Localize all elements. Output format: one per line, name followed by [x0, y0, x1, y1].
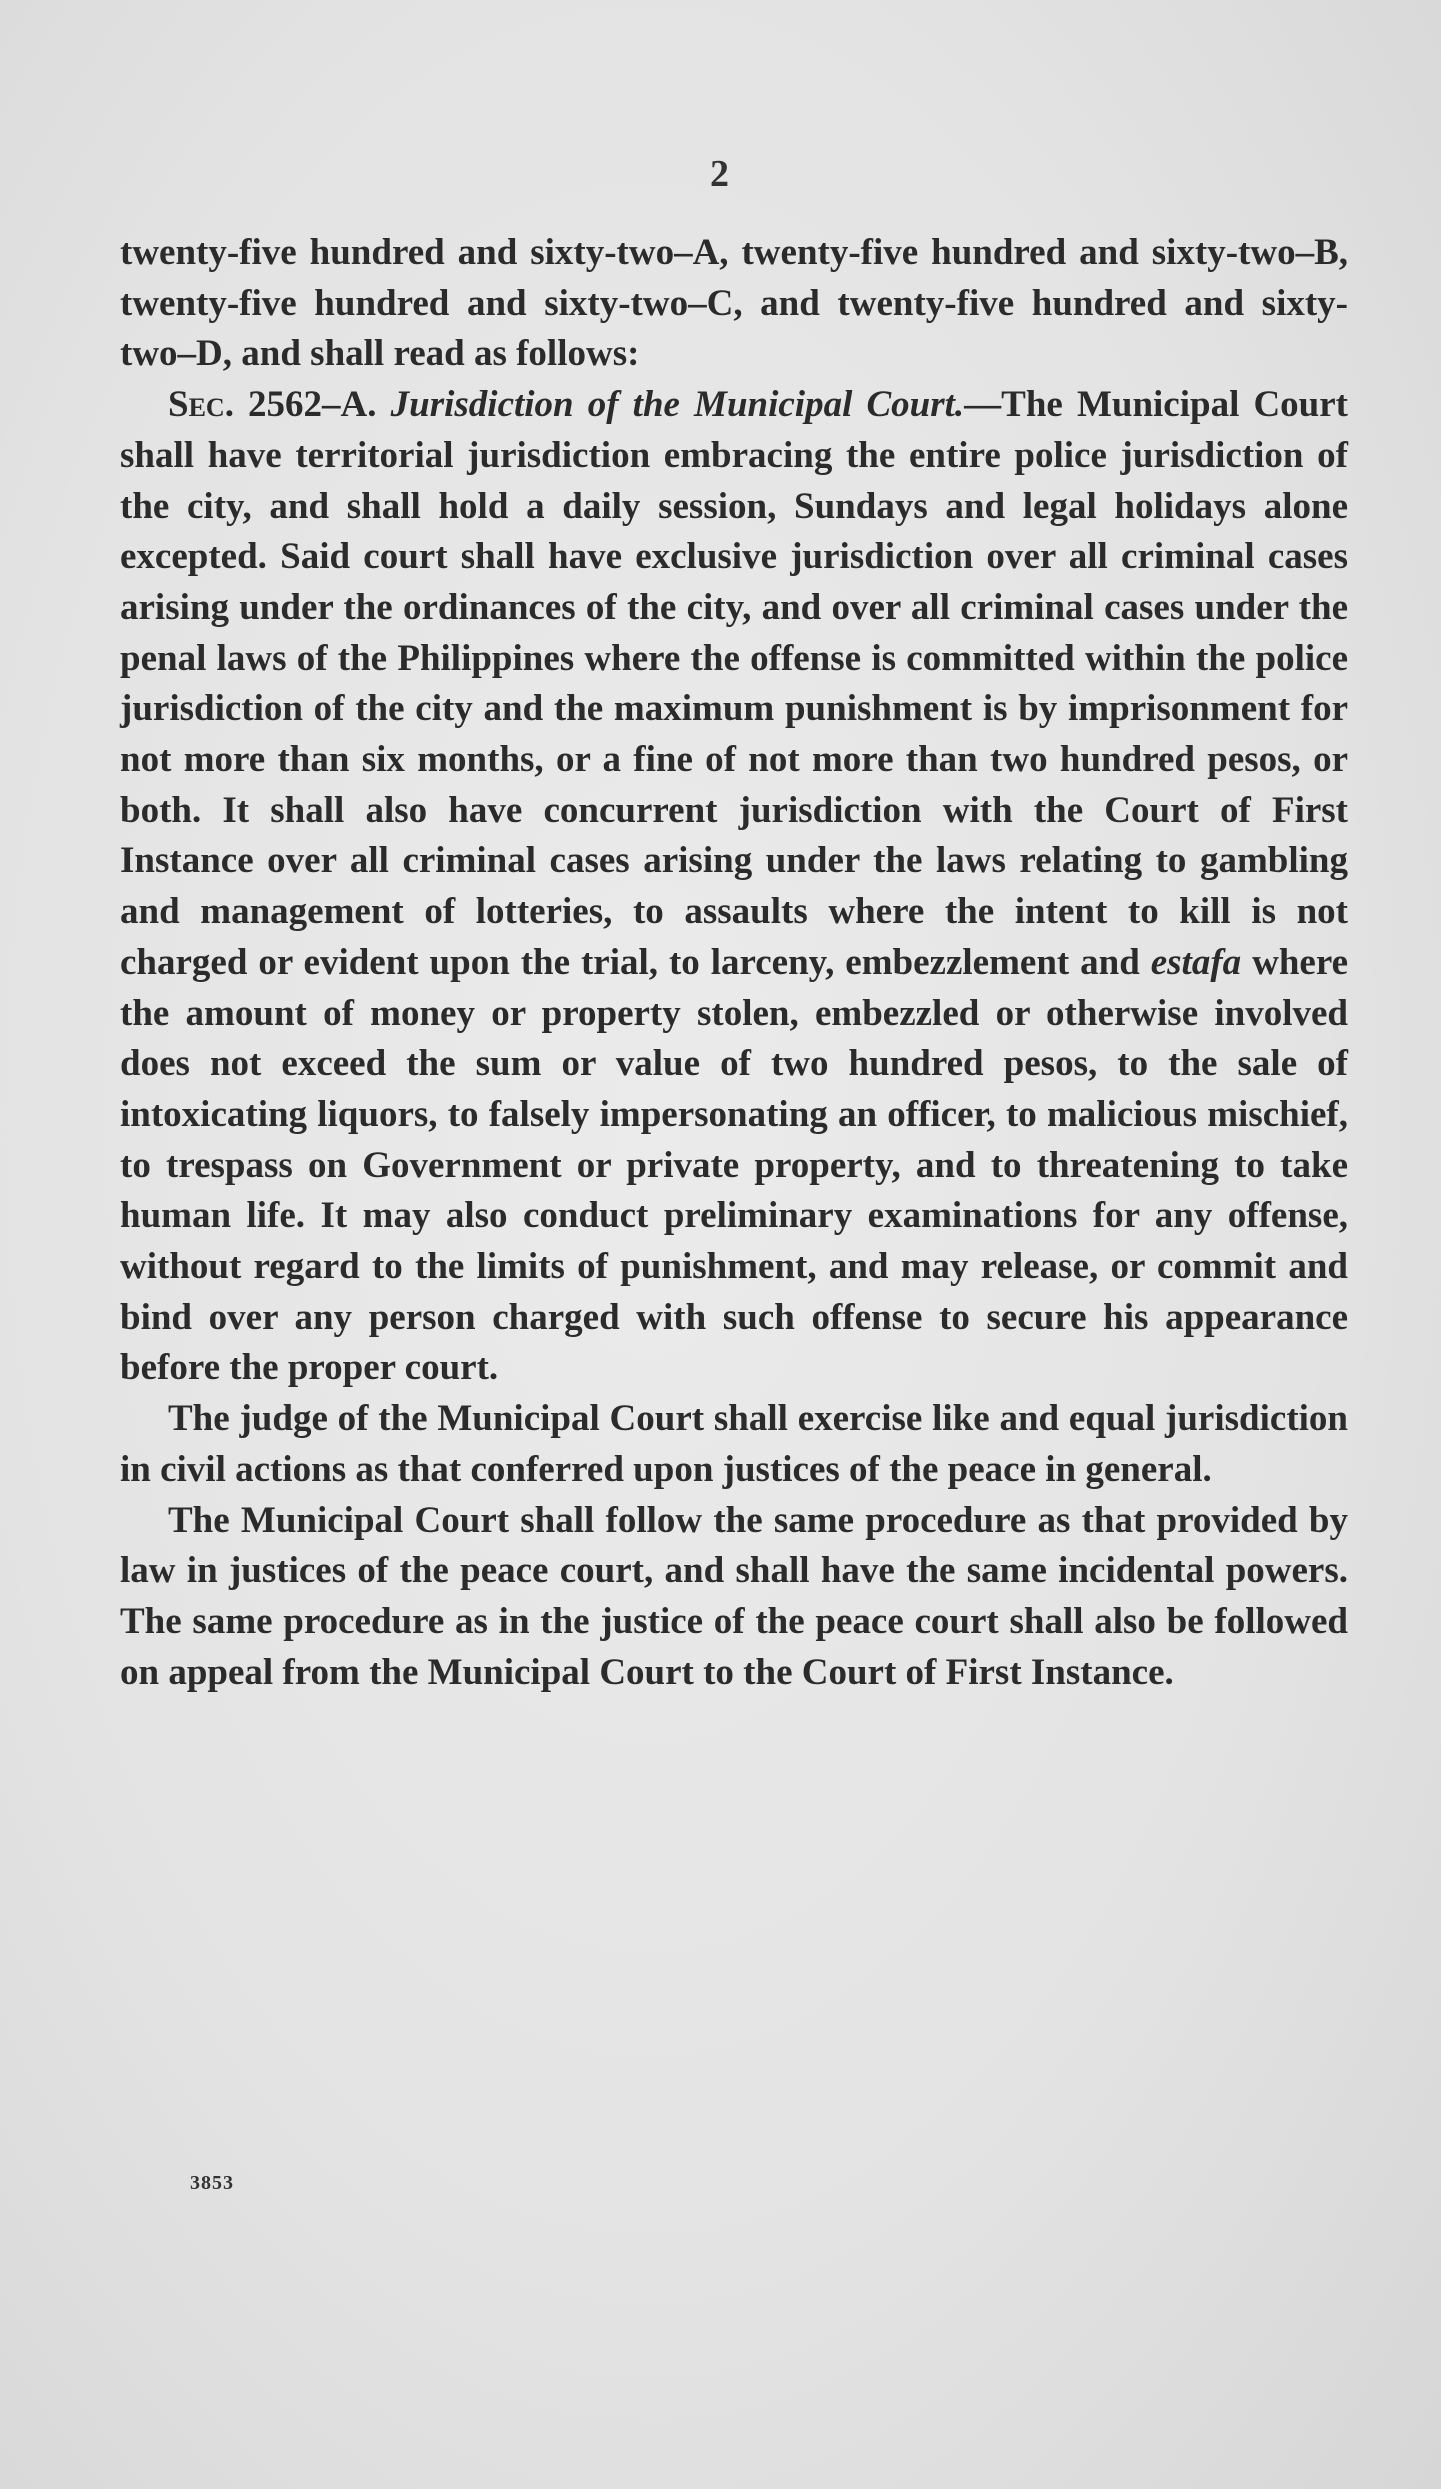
print-code: 3853: [190, 2172, 234, 2194]
paragraph-section-2562a: [120, 380, 1348, 1394]
section-heading: Jurisdiction of the Municipal Court.: [390, 384, 965, 426]
section-label: Sec. 2562–A.: [168, 384, 377, 426]
paragraph-procedure: The Municipal Court shall follow the same procedure as that provided by law in justices of the peace court, and shall have the same incidental powers. The same procedure as in the justice of the peace court shall also be followed on appeal from the Municipal Court to the Court of First Instance.: [120, 1499, 1348, 1693]
italic-term-estafa: estafa: [1150, 941, 1242, 983]
section-body-part-1: —The Municipal Court shall have territorial jurisdiction embracing the entire police jurisdiction of the city, and shall hold a daily session, Sundays and legal holidays alone excepted. Said court shall have exclusive jurisdiction over all criminal cases arising under the ordinances of the city, and over all criminal cases under the penal laws of the Philippines where the offense is committed within the police jurisdiction of the city and the maximum punishment is by imprisonment for not more than six months, or a fine of not more than two hundred pesos, or both. It shall also have concurrent jurisdiction with the Court of First Instance over all criminal cases arising under the laws relating to gambling and management of lotteries, to assaults where the intent to kill is not charged or evident upon the trial, to larceny, embezzlement and: [120, 384, 1349, 983]
document-body: [120, 228, 1348, 1698]
paragraph-civil-jurisdiction: The judge of the Municipal Court shall exercise like and equal jurisdiction in civil actions as that conferred upon justices of the peace in general.: [120, 1398, 1348, 1490]
page-number: 2: [710, 153, 731, 195]
section-body-part-2: where the amount of money or property stolen, embezzled or otherwise involved does not exceed the sum or value of two hundred pesos, to the sale of intoxicating liquors, to falsely impersonating an officer, to malicious mischief, to trespass on Government or private property, and to threatening to take human life. It may also conduct preliminary examinations for any offense, without regard to the limits of punishment, and may release, or commit and bind over any person charged with such offense to secure his appearance before the proper court.: [120, 941, 1349, 1389]
paragraph-continuation: twenty-five hundred and sixty-two–A, twenty-five hundred and sixty-two–B, twenty-five hundred and sixty-two–C, and twenty-five hundred and sixty-two–D, and shall read as follows:: [120, 232, 1348, 375]
